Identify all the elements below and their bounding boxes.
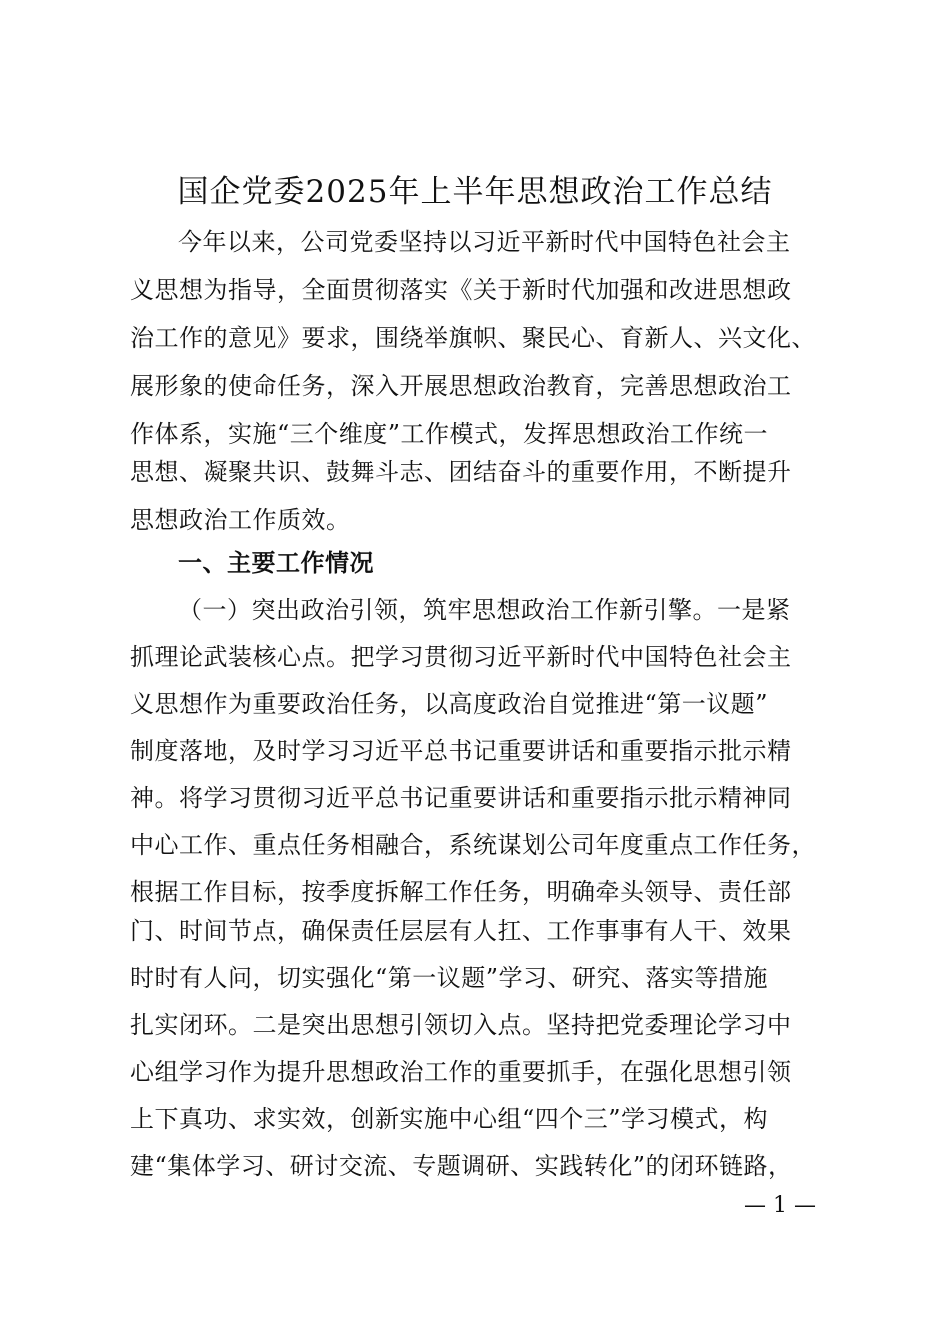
paragraph-line: 扎实闭环。二是突出思想引领切入点。坚持把党委理论学习中	[130, 1011, 792, 1039]
page-number: — 1 —	[744, 1193, 816, 1218]
document-title: 国企党委2025年上半年思想政治工作总结	[177, 174, 773, 210]
paragraph-line: 根据工作目标，按季度拆解工作任务，明确牵头领导、责任部	[130, 878, 792, 906]
paragraph-line: 义思想作为重要政治任务，以高度政治自觉推进“第一议题”	[130, 690, 769, 718]
paragraph-line: 建“集体学习、研讨交流、专题调研、实践转化”的闭环链路，	[130, 1152, 793, 1180]
paragraph-line: 展形象的使命任务，深入开展思想政治教育，完善思想政治工	[130, 372, 792, 400]
paragraph-line: 思想、凝聚共识、鼓舞斗志、团结奋斗的重要作用，不断提升	[130, 458, 792, 486]
paragraph-line: 上下真功、求实效，创新实施中心组“四个三”学习模式，构	[130, 1105, 769, 1133]
paragraph-line: 治工作的意见》要求，围绕举旗帜、聚民心、育新人、兴文化、	[130, 324, 816, 352]
paragraph-line: 抓理论武装核心点。把学习贯彻习近平新时代中国特色社会主	[130, 643, 792, 671]
paragraph-line: 制度落地，及时学习习近平总书记重要讲话和重要指示批示精	[130, 737, 792, 765]
paragraph-line: 心组学习作为提升思想政治工作的重要抓手，在强化思想引领	[130, 1058, 792, 1086]
paragraph-line: 思想政治工作质效。	[130, 506, 351, 534]
paragraph-line: 中心工作、重点任务相融合，系统谋划公司年度重点工作任务，	[130, 831, 816, 859]
paragraph-line: 义思想为指导，全面贯彻落实《关于新时代加强和改进思想政	[130, 276, 792, 304]
paragraph-line: 时时有人问，切实强化“第一议题”学习、研究、落实等措施	[130, 964, 769, 992]
paragraph-line: 门、时间节点，确保责任层层有人扛、工作事事有人干、效果	[130, 917, 792, 945]
paragraph-line: 今年以来，公司党委坚持以习近平新时代中国特色社会主	[178, 228, 791, 256]
paragraph-line: 作体系，实施“三个维度”工作模式，发挥思想政治工作统一	[130, 420, 769, 448]
paragraph-line: （一）突出政治引领，筑牢思想政治工作新引擎。一是紧	[178, 596, 791, 624]
paragraph-line: 神。将学习贯彻习近平总书记重要讲话和重要指示批示精神同	[130, 784, 792, 812]
section-heading: 一、主要工作情况	[178, 549, 374, 577]
